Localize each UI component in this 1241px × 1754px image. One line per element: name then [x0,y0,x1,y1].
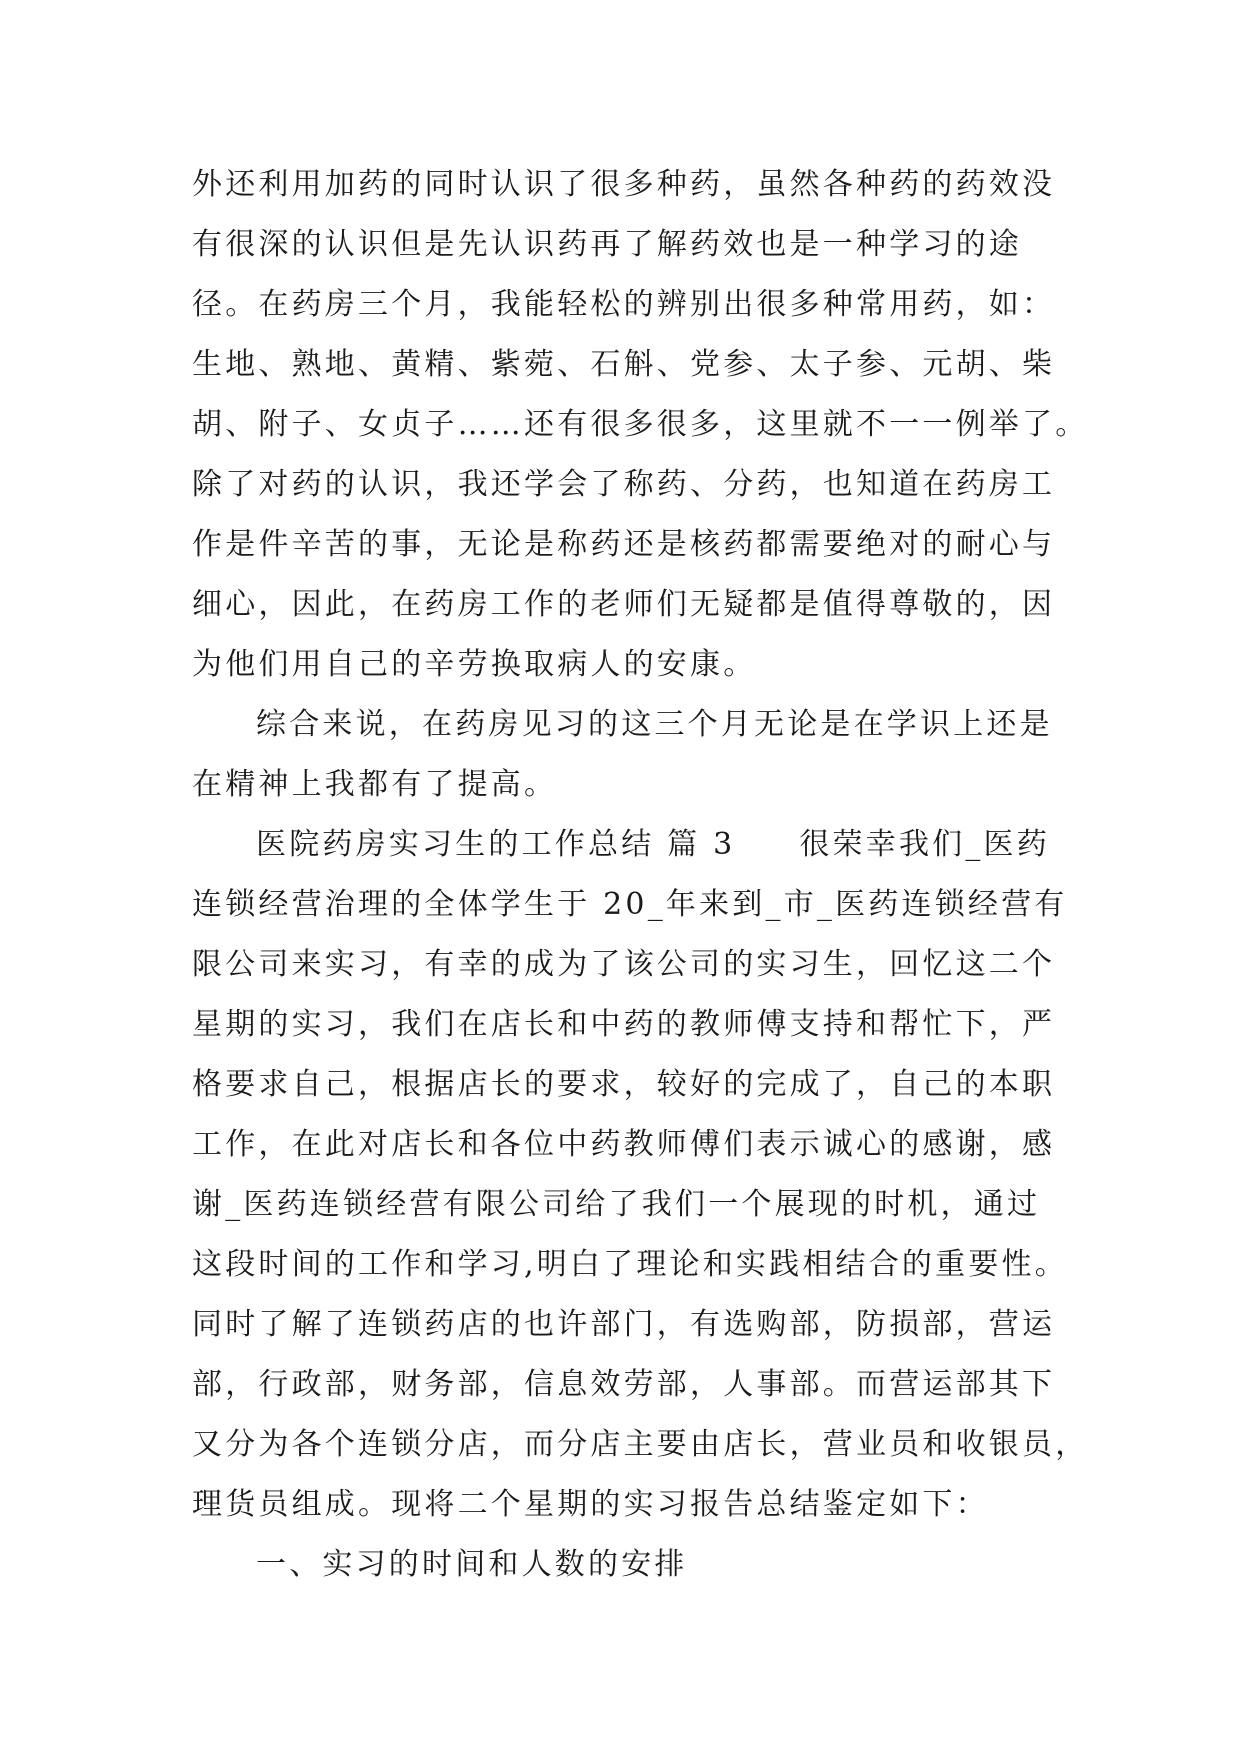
text-line: 细心，因此，在药房工作的老师们无疑都是值得尊敬的，因 [192,587,1056,622]
text-line: 理货员组成。现将二个星期的实习报告总结鉴定如下： [192,1487,989,1522]
text-line: 在精神上我都有了提高。 [192,767,558,802]
text-line: 为他们用自己的辛劳换取病人的安康。 [192,647,757,682]
text-line: 作是件辛苦的事，无论是称药还是核药都需要绝对的耐心与 [192,527,1056,562]
text-line: 胡、附子、女贞子……还有很多很多，这里就不一一例举了。 [192,407,1089,442]
text-line: 生地、熟地、黄精、紫菀、石斛、党参、太子参、元胡、柴 [192,347,1056,382]
text-line: 有很深的认识但是先认识药再了解药效也是一种学习的途 [192,227,1022,262]
subsection-heading: 一、实习的时间和人数的安排 [256,1547,688,1582]
text-line: 工作，在此对店长和各位中药教师傅们表示诚心的感谢，感 [192,1127,1056,1162]
text-line: 外还利用加药的同时认识了很多种药，虽然各种药的药效没 [192,167,1056,202]
text-line: 部，行政部，财务部，信息效劳部，人事部。而营运部其下 [192,1367,1056,1402]
section-heading-line [192,815,1052,875]
text-line: 同时了解了连锁药店的也许部门，有选购部，防损部，营运 [192,1307,1056,1342]
paragraph-start-line: 综合来说，在药房见习的这三个月无论是在学识上还是 [256,707,1053,742]
text-line: 星期的实习，我们在店长和中药的教师傅支持和帮忙下，严 [192,1007,1056,1042]
text-line: 除了对药的认识，我还学会了称药、分药，也知道在药房工 [192,467,1056,502]
text-line: 这段时间的工作和学习,明白了理论和实践相结合的重要性。 [192,1247,1068,1282]
paragraph-start-text: 很荣幸我们_医药 [799,827,1050,862]
section-heading: 医院药房实习生的工作总结 篇 3 [256,827,736,862]
text-line: 径。在药房三个月，我能轻松的辨别出很多种常用药，如： [192,287,1056,322]
text-line: 又分为各个连锁分店，而分店主要由店长，营业员和收银员， [192,1427,1089,1462]
text-line: 谢_医药连锁经营有限公司给了我们一个展现的时机，通过 [192,1187,1041,1222]
text-line: 连锁经营治理的全体学生于 20_年来到_市_医药连锁经营有 [192,887,1068,922]
document-body [192,155,1089,1595]
text-line: 限公司来实习，有幸的成为了该公司的实习生，回忆这二个 [192,947,1056,982]
text-line: 格要求自己，根据店长的要求，较好的完成了，自己的本职 [192,1067,1056,1102]
